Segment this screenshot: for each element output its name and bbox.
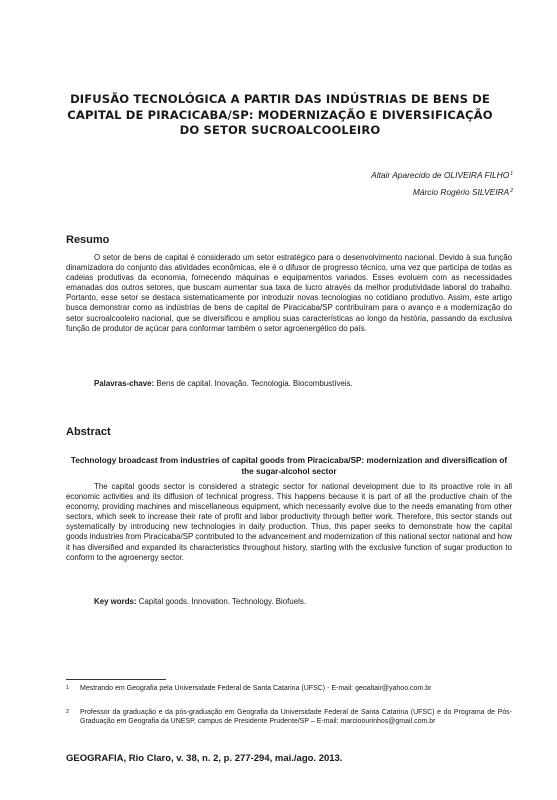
abstract-title: Technology broadcast from industries of capital goods from Piracicaba/SP: modernization and diversification of the sugar-alcohol sector: [70, 456, 508, 476]
footnote-2: [66, 708, 512, 726]
footnote-1-mark: 1: [66, 685, 70, 691]
abstract-keywords: [66, 597, 512, 607]
abstract-keywords-label: Key words:: [94, 597, 137, 606]
author-2: [371, 183, 513, 200]
abstract-heading: Abstract: [66, 426, 111, 438]
footnote-divider: [66, 679, 166, 680]
footnote-2-mark: 2: [66, 709, 70, 715]
resumo-keywords-label: Palavras-chave:: [94, 379, 155, 388]
abstract-keywords-text: Capital goods. Innovation. Technology. Biofuels.: [138, 597, 307, 606]
author-2-name: Márcio Rogério SILVEIRA: [412, 187, 510, 197]
paper-title: DIFUSÃO TECNOLÓGICA A PARTIR DAS INDÚSTRIAS DE BENS DE CAPITAL DE PIRACICABA/SP: MODERNIZAÇÃO E DIVERSIFICAÇÃO DO SETOR SUCROALCOOLEIRO: [67, 92, 493, 137]
author-1-name: Altair Aparecido de OLIVEIRA FILHO: [371, 170, 510, 180]
journal-citation: GEOGRAFIA, Rio Claro, v. 38, n. 2, p. 277-294, mai./ago. 2013.: [66, 753, 343, 764]
abstract-body: The capital goods sector is considered a strategic sector for national development due to its proactive role in all economic activities and its diffusion of technical progress. This happens because it is part of all the productive chain of the economy, providing machines and miscellaneous equipment, which necessarily evolve due to the needs emanating from other sectors, which seek to increase their rate of profit and labor productivity through better work. Therefore, this sector stands out systematically by introducing new technologies in daily production. Thus, this paper seeks to demonstrate how the capital goods industries from Piracicaba/SP contributed to the advancement and modernization of this national sector national and how it has diversified and expanded its characteristics throughout history, starting with the exclusive function of sugar production to conform to the agroenergy sector.: [66, 482, 512, 562]
author-1-footnote-mark: 1: [510, 171, 513, 177]
footnote-2-text: Professor da graduação e da pós-graduação em Geografia da Universidade Federal de Santa Catarina (UFSC) e do Programa de Pós-Graduação em Geografia da UNESP, campus de Presidente Prudente/SP – E-mail: marcioourinhos@gmail.com.br: [80, 709, 512, 725]
author-2-footnote-mark: 2: [510, 188, 513, 194]
author-1: [371, 166, 513, 183]
resumo-body: O setor de bens de capital é considerado um setor estratégico para o desenvolvimento nacional. Devido à sua função dinamizadora do conjunto das atividades econômicas, ele é o difusor de progresso técnico, uma vez que participa de todas as cadeias produtivas da economia, fornecendo máquinas e equipamentos variados. Esses evoluem com as necessidades emanadas dos outros setores, que buscam aumentar sua taxa de lucro através da melhor produtividade laboral do trabalho. Portanto, esse setor se destaca sistematicamente por introduzir novas tecnologias no cotidiano produtivo. Assim, este artigo busca demonstrar como as indústrias de bens de capital de Piracicaba/SP contribuíram para o avanço e a modernização do setor sucroalcooleiro nacional, que se diversificou e ampliou suas características ao longo da história, passando da exclusiva função de produtor de açúcar para conformar também o setor agroenergético do país.: [66, 253, 512, 333]
footnote-1: [66, 684, 512, 693]
resumo-heading: Resumo: [66, 234, 110, 246]
footnote-1-text: Mestrando em Geografia pela Universidade Federal de Santa Catarina (UFSC) - E-mail: geoaltair@yahoo.com.br: [80, 685, 432, 692]
resumo-keywords: [66, 379, 512, 389]
author-list: [371, 166, 513, 200]
resumo-keywords-text: Bens de capital. Inovação. Tecnologia. Biocombustíveis.: [156, 379, 353, 388]
